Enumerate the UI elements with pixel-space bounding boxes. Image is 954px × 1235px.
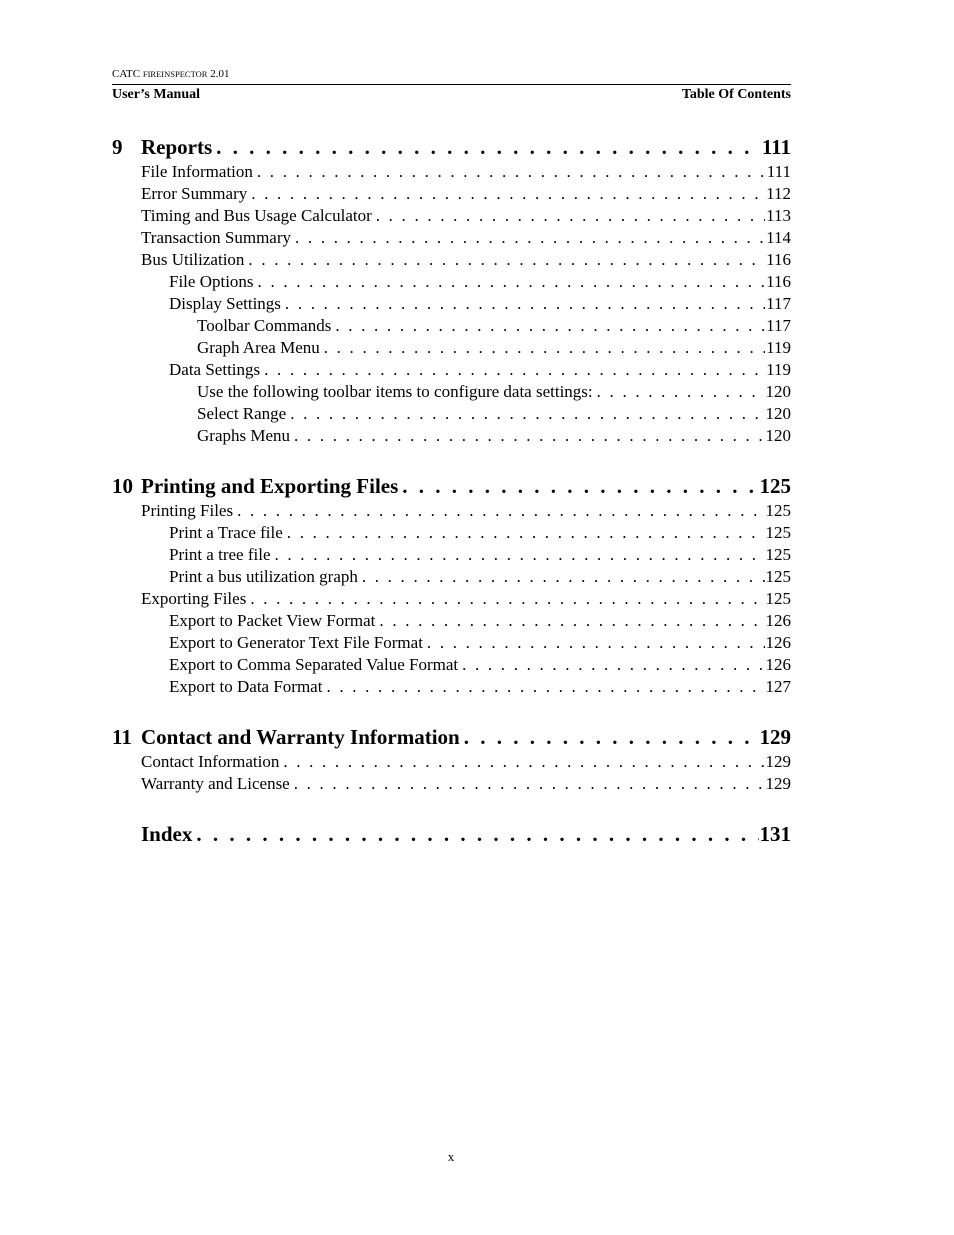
entry-title: Printing Files bbox=[141, 501, 234, 520]
toc-entry[interactable] bbox=[112, 425, 791, 447]
entry-title: Export to Comma Separated Value Format bbox=[169, 655, 459, 674]
entry-title: Graphs Menu bbox=[197, 426, 291, 445]
entry-title: Display Settings bbox=[169, 294, 281, 313]
entry-page: 119 bbox=[766, 360, 791, 379]
dot-leader bbox=[283, 751, 764, 773]
entry-page: 120 bbox=[765, 382, 791, 401]
chapter-page: 111 bbox=[761, 135, 791, 159]
toc-entry[interactable] bbox=[112, 610, 791, 632]
entry-title: Use the following toolbar items to configure data settings: bbox=[197, 382, 593, 401]
table-of-contents bbox=[112, 133, 791, 848]
dot-leader bbox=[379, 610, 764, 632]
toc-entry[interactable] bbox=[112, 751, 791, 773]
toc-entry[interactable] bbox=[112, 588, 791, 610]
header-left: User’s Manual bbox=[112, 87, 201, 102]
dot-leader bbox=[237, 500, 764, 522]
toc-entry[interactable] bbox=[112, 315, 791, 337]
dot-leader bbox=[362, 566, 765, 588]
dot-leader bbox=[258, 271, 766, 293]
dot-leader bbox=[335, 315, 765, 337]
chapter-title: Printing and Exporting Files bbox=[141, 474, 399, 498]
product-version: 2.01 bbox=[207, 68, 230, 80]
dot-leader bbox=[248, 249, 765, 271]
entry-title: Exporting Files bbox=[141, 589, 247, 608]
running-header bbox=[112, 68, 791, 103]
entry-title: Contact Information bbox=[141, 752, 280, 771]
dot-leader bbox=[464, 723, 759, 751]
dot-leader bbox=[196, 820, 758, 848]
entry-page: 120 bbox=[765, 404, 791, 423]
dot-leader bbox=[427, 632, 765, 654]
index-page: 131 bbox=[759, 822, 791, 846]
entry-title: Graph Area Menu bbox=[197, 338, 320, 357]
header-rule bbox=[112, 84, 791, 85]
page-number: x bbox=[447, 1149, 455, 1164]
toc-entry[interactable] bbox=[112, 381, 791, 403]
index-title: Index bbox=[141, 822, 193, 846]
toc-entry[interactable] bbox=[112, 337, 791, 359]
dot-leader bbox=[285, 293, 765, 315]
toc-entry[interactable] bbox=[112, 676, 791, 698]
entry-page: 125 bbox=[765, 523, 791, 542]
entry-page: 126 bbox=[765, 655, 791, 674]
product-name: FIREINSPECTOR bbox=[142, 69, 208, 79]
toc-entry[interactable] bbox=[112, 249, 791, 271]
entry-title: Transaction Summary bbox=[141, 228, 292, 247]
toc-entry[interactable] bbox=[112, 227, 791, 249]
chapter-number: 11 bbox=[112, 725, 132, 749]
chapter-page: 129 bbox=[759, 725, 791, 749]
header-right: Table Of Contents bbox=[681, 87, 791, 102]
dot-leader bbox=[257, 161, 766, 183]
entry-page: 111 bbox=[766, 162, 791, 181]
chapter-heading[interactable] bbox=[112, 723, 791, 751]
entry-title: Export to Data Format bbox=[169, 677, 323, 696]
dot-leader bbox=[275, 544, 765, 566]
entry-title: Timing and Bus Usage Calculator bbox=[141, 206, 372, 225]
entry-title: File Options bbox=[169, 272, 254, 291]
index-heading[interactable] bbox=[112, 820, 791, 848]
toc-entry[interactable] bbox=[112, 161, 791, 183]
entry-page: 114 bbox=[766, 228, 791, 247]
section-gap bbox=[112, 795, 791, 820]
toc-entry[interactable] bbox=[112, 293, 791, 315]
toc-entry[interactable] bbox=[112, 500, 791, 522]
toc-entry[interactable] bbox=[112, 544, 791, 566]
entry-page: 129 bbox=[765, 752, 791, 771]
entry-title: Warranty and License bbox=[141, 774, 290, 793]
entry-page: 125 bbox=[765, 501, 791, 520]
entry-page: 126 bbox=[765, 611, 791, 630]
chapter-heading[interactable] bbox=[112, 133, 791, 161]
entry-page: 117 bbox=[766, 294, 791, 313]
entry-page: 127 bbox=[765, 677, 791, 696]
dot-leader bbox=[402, 472, 758, 500]
chapter-title: Reports bbox=[141, 135, 213, 159]
toc-entry[interactable] bbox=[112, 566, 791, 588]
toc-entry[interactable] bbox=[112, 654, 791, 676]
dot-leader bbox=[294, 425, 764, 447]
dot-leader bbox=[295, 227, 765, 249]
entry-page: 126 bbox=[765, 633, 791, 652]
section-gap bbox=[112, 447, 791, 472]
dot-leader bbox=[216, 133, 761, 161]
entry-page: 120 bbox=[765, 426, 791, 445]
entry-page: 116 bbox=[766, 250, 791, 269]
entry-page: 116 bbox=[766, 272, 791, 291]
dot-leader bbox=[264, 359, 765, 381]
dot-leader bbox=[251, 183, 765, 205]
chapter-number: 9 bbox=[112, 135, 123, 159]
chapter-page: 125 bbox=[759, 474, 791, 498]
toc-entry[interactable] bbox=[112, 359, 791, 381]
toc-entry[interactable] bbox=[112, 773, 791, 795]
product-line bbox=[112, 68, 791, 81]
chapter-number: 10 bbox=[112, 474, 133, 498]
dot-leader bbox=[294, 773, 765, 795]
toc-entry[interactable] bbox=[112, 403, 791, 425]
entry-title: File Information bbox=[141, 162, 253, 181]
entry-page: 125 bbox=[765, 567, 791, 586]
entry-title: Select Range bbox=[197, 404, 287, 423]
dot-leader bbox=[326, 676, 764, 698]
toc-entry[interactable] bbox=[112, 205, 791, 227]
entry-title: Toolbar Commands bbox=[197, 316, 332, 335]
entry-page: 125 bbox=[765, 545, 791, 564]
entry-page: 112 bbox=[766, 184, 791, 203]
dot-leader bbox=[250, 588, 764, 610]
entry-title: Print a bus utilization graph bbox=[169, 567, 358, 586]
entry-title: Error Summary bbox=[141, 184, 248, 203]
entry-page: 119 bbox=[766, 338, 791, 357]
toc-entry[interactable] bbox=[112, 271, 791, 293]
chapter-heading[interactable] bbox=[112, 472, 791, 500]
dot-leader bbox=[290, 403, 764, 425]
chapter-title: Contact and Warranty Information bbox=[141, 725, 460, 749]
entry-title: Data Settings bbox=[169, 360, 261, 379]
entry-page: 113 bbox=[766, 206, 791, 225]
entry-title: Print a Trace file bbox=[169, 523, 283, 542]
entry-page: 129 bbox=[765, 774, 791, 793]
dot-leader bbox=[597, 381, 765, 403]
dot-leader bbox=[462, 654, 764, 676]
toc-entry[interactable] bbox=[112, 632, 791, 654]
entry-title: Bus Utilization bbox=[141, 250, 245, 269]
section-gap bbox=[112, 698, 791, 723]
entry-page: 125 bbox=[765, 589, 791, 608]
toc-entry[interactable] bbox=[112, 522, 791, 544]
toc-entry[interactable] bbox=[112, 183, 791, 205]
dot-leader bbox=[324, 337, 765, 359]
dot-leader bbox=[287, 522, 765, 544]
product-prefix: CATC bbox=[112, 68, 143, 80]
dot-leader bbox=[376, 205, 765, 227]
entry-title: Export to Packet View Format bbox=[169, 611, 376, 630]
header-row bbox=[112, 86, 791, 103]
entry-page: 117 bbox=[766, 316, 791, 335]
entry-title: Export to Generator Text File Format bbox=[169, 633, 423, 652]
entry-title: Print a tree file bbox=[169, 545, 271, 564]
